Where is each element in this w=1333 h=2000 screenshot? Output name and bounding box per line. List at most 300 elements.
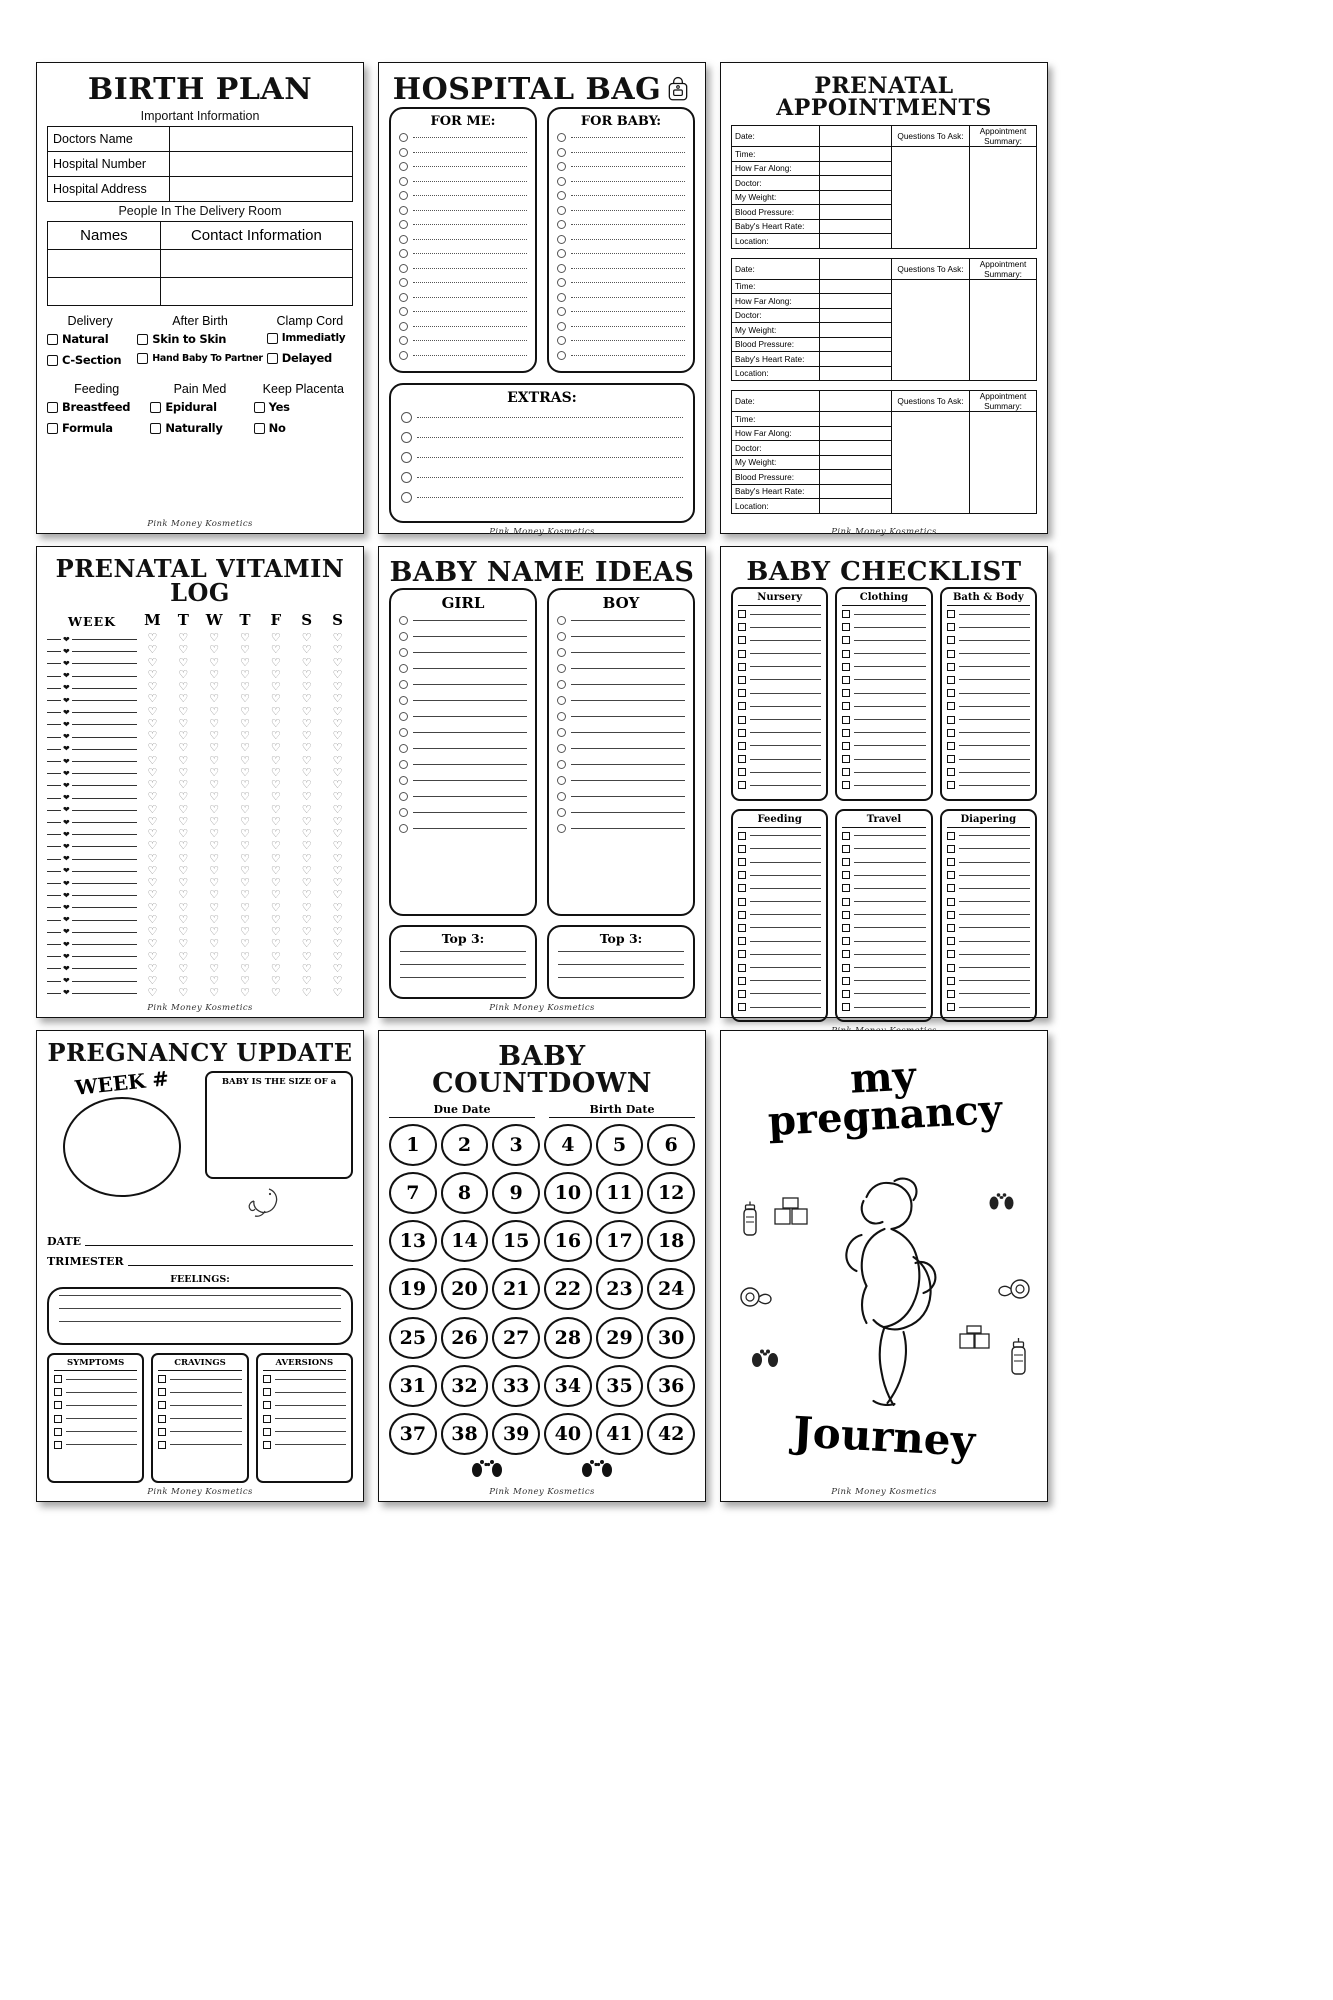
list-item[interactable]: [399, 293, 527, 302]
checkbox-box-icon[interactable]: [947, 871, 955, 879]
checklist-item[interactable]: [738, 742, 821, 750]
write-line[interactable]: [72, 968, 137, 969]
write-line[interactable]: [959, 875, 1030, 876]
heart-checkbox-icon[interactable]: ♡: [270, 987, 281, 1000]
checklist-item[interactable]: [738, 781, 821, 789]
heart-checkbox-icon[interactable]: ♡: [332, 656, 343, 669]
bullet-circle-icon[interactable]: [557, 760, 566, 769]
write-line[interactable]: [854, 901, 925, 902]
week-row[interactable]: [47, 927, 137, 938]
write-line[interactable]: [750, 993, 821, 994]
name-line[interactable]: [399, 632, 527, 641]
write-line[interactable]: [750, 772, 821, 773]
write-line[interactable]: [558, 951, 684, 952]
write-line[interactable]: [72, 822, 137, 823]
input-questions-to-ask[interactable]: [892, 147, 970, 249]
write-line[interactable]: [959, 653, 1030, 654]
checklist-item[interactable]: [842, 858, 925, 866]
heart-checkbox-icon[interactable]: ♡: [147, 815, 158, 828]
countdown-week-1[interactable]: 1: [389, 1124, 437, 1166]
countdown-week-16[interactable]: 16: [544, 1220, 592, 1262]
countdown-week-31[interactable]: 31: [389, 1365, 437, 1407]
write-line[interactable]: [571, 780, 685, 781]
write-line[interactable]: [72, 956, 137, 957]
countdown-week-32[interactable]: 32: [441, 1365, 489, 1407]
write-line[interactable]: [959, 785, 1030, 786]
heart-checkbox-icon[interactable]: ♡: [178, 693, 189, 706]
checkbox-box-icon[interactable]: [842, 898, 850, 906]
heart-checkbox-icon[interactable]: ♡: [270, 766, 281, 779]
bullet-circle-icon[interactable]: [557, 177, 566, 186]
write-line[interactable]: [959, 993, 1030, 994]
write-line[interactable]: [47, 920, 61, 921]
heart-checkbox-icon[interactable]: ♡: [240, 742, 250, 755]
bullet-circle-icon[interactable]: [399, 206, 408, 215]
name-line[interactable]: [557, 664, 685, 673]
heart-checkbox-icon[interactable]: ♡: [147, 950, 158, 963]
heart-checkbox-icon[interactable]: ♡: [178, 901, 189, 914]
write-line[interactable]: [47, 871, 61, 872]
write-line[interactable]: [558, 964, 684, 965]
bullet-circle-icon[interactable]: [399, 177, 408, 186]
bullet-circle-icon[interactable]: [401, 452, 412, 463]
heart-checkbox-icon[interactable]: ♡: [147, 656, 158, 669]
write-line[interactable]: [750, 901, 821, 902]
heart-checkbox-icon[interactable]: ♡: [209, 668, 220, 681]
checkbox-box-icon[interactable]: [947, 716, 955, 724]
write-line[interactable]: [413, 137, 527, 138]
checklist-item[interactable]: [738, 832, 821, 840]
heart-checkbox-icon[interactable]: ♡: [240, 791, 250, 804]
heart-checkbox-icon[interactable]: ♡: [178, 889, 189, 902]
heart-checkbox-icon[interactable]: ♡: [240, 815, 250, 828]
write-line[interactable]: [750, 862, 821, 863]
checklist-item[interactable]: [947, 977, 1030, 985]
heart-checkbox-icon[interactable]: ♡: [270, 975, 281, 987]
name-line[interactable]: [557, 808, 685, 817]
write-line[interactable]: [959, 901, 1030, 902]
bullet-circle-icon[interactable]: [557, 696, 566, 705]
write-line[interactable]: [413, 224, 527, 225]
write-line[interactable]: [571, 764, 685, 765]
heart-checkbox-icon[interactable]: ♡: [240, 656, 250, 669]
heart-checkbox-icon[interactable]: ♡: [147, 852, 158, 865]
heart-checkbox-icon[interactable]: ♡: [332, 766, 343, 779]
checkbox-box-icon[interactable]: [263, 1441, 271, 1449]
checklist-item[interactable]: [947, 689, 1030, 697]
checkbox-box-icon[interactable]: [47, 355, 58, 366]
write-line[interactable]: [750, 627, 821, 628]
heart-checkbox-icon[interactable]: ♡: [332, 779, 343, 791]
write-line[interactable]: [72, 761, 137, 762]
write-line[interactable]: [66, 1405, 137, 1406]
heart-checkbox-icon[interactable]: ♡: [209, 681, 220, 693]
checkbox-box-icon[interactable]: [254, 402, 265, 413]
bullet-circle-icon[interactable]: [557, 249, 566, 258]
heart-checkbox-icon[interactable]: ♡: [332, 705, 343, 718]
bullet-circle-icon[interactable]: [557, 744, 566, 753]
bullet-circle-icon[interactable]: [399, 220, 408, 229]
heart-checkbox-icon[interactable]: ♡: [270, 779, 281, 791]
heart-checkbox-icon[interactable]: ♡: [332, 632, 343, 644]
bullet-circle-icon[interactable]: [399, 664, 408, 673]
checklist-item[interactable]: [947, 610, 1030, 618]
bullet-circle-icon[interactable]: [557, 235, 566, 244]
checkbox-box-icon[interactable]: [158, 1401, 166, 1409]
bullet-circle-icon[interactable]: [399, 249, 408, 258]
heart-checkbox-icon[interactable]: ♡: [209, 877, 220, 889]
write-line[interactable]: [72, 651, 137, 652]
name-line[interactable]: [557, 728, 685, 737]
checklist-item[interactable]: [842, 977, 925, 985]
heart-checkbox-icon[interactable]: ♡: [209, 889, 220, 902]
heart-checkbox-icon[interactable]: ♡: [209, 791, 220, 804]
bullet-circle-icon[interactable]: [399, 648, 408, 657]
input-date[interactable]: [820, 258, 892, 279]
name-line[interactable]: [557, 792, 685, 801]
heart-checkbox-icon[interactable]: ♡: [240, 730, 250, 742]
heart-checkbox-icon[interactable]: ♡: [240, 987, 250, 1000]
checkbox-box-icon[interactable]: [263, 1401, 271, 1409]
countdown-week-7[interactable]: 7: [389, 1172, 437, 1214]
checkbox-box-icon[interactable]: [738, 832, 746, 840]
heart-checkbox-icon[interactable]: ♡: [240, 754, 250, 767]
bullet-circle-icon[interactable]: [399, 616, 408, 625]
heart-checkbox-icon[interactable]: ♡: [332, 889, 343, 902]
heart-checkbox-icon[interactable]: ♡: [209, 815, 220, 828]
checkbox-no[interactable]: [254, 421, 353, 435]
write-line[interactable]: [47, 761, 61, 762]
write-line[interactable]: [72, 663, 137, 664]
heart-checkbox-icon[interactable]: ♡: [270, 926, 281, 938]
checkbox-box-icon[interactable]: [738, 663, 746, 671]
bullet-circle-icon[interactable]: [399, 632, 408, 641]
week-row[interactable]: [47, 951, 137, 962]
write-line[interactable]: [413, 796, 527, 797]
week-row[interactable]: [47, 793, 137, 804]
input-date[interactable]: [820, 391, 892, 412]
heart-checkbox-icon[interactable]: ♡: [209, 828, 220, 840]
list-item[interactable]: [557, 191, 685, 200]
checklist-item[interactable]: [842, 729, 925, 737]
checkbox-box-icon[interactable]: [947, 742, 955, 750]
write-line[interactable]: [417, 497, 683, 498]
checklist-item[interactable]: [842, 898, 925, 906]
heart-checkbox-icon[interactable]: ♡: [209, 693, 220, 706]
heart-checkbox-icon[interactable]: ♡: [270, 656, 281, 669]
checklist-item[interactable]: [842, 845, 925, 853]
heart-checkbox-icon[interactable]: ♡: [209, 987, 220, 1000]
write-line[interactable]: [571, 297, 685, 298]
heart-checkbox-icon[interactable]: ♡: [240, 913, 250, 926]
write-line[interactable]: [47, 651, 61, 652]
checkbox-box-icon[interactable]: [54, 1441, 62, 1449]
heart-checkbox-icon[interactable]: ♡: [147, 779, 158, 791]
checkbox-box-icon[interactable]: [150, 423, 161, 434]
write-line[interactable]: [413, 268, 527, 269]
bullet-circle-icon[interactable]: [557, 351, 566, 360]
write-line[interactable]: [72, 688, 137, 689]
write-line[interactable]: [959, 679, 1030, 680]
checklist-item[interactable]: [947, 911, 1030, 919]
write-line[interactable]: [959, 719, 1030, 720]
heart-checkbox-icon[interactable]: ♡: [240, 828, 250, 840]
heart-checkbox-icon[interactable]: ♡: [209, 913, 220, 926]
checkbox-box-icon[interactable]: [54, 1428, 62, 1436]
heart-checkbox-icon[interactable]: ♡: [178, 913, 189, 926]
bullet-circle-icon[interactable]: [399, 808, 408, 817]
write-line[interactable]: [72, 737, 137, 738]
write-line[interactable]: [571, 716, 685, 717]
heart-checkbox-icon[interactable]: ♡: [178, 681, 189, 693]
heart-checkbox-icon[interactable]: ♡: [301, 852, 312, 865]
feelings-box[interactable]: [47, 1287, 353, 1345]
checklist-item[interactable]: [738, 937, 821, 945]
heart-checkbox-icon[interactable]: ♡: [301, 828, 312, 840]
checkbox-box-icon[interactable]: [738, 716, 746, 724]
write-line[interactable]: [959, 914, 1030, 915]
bullet-circle-icon[interactable]: [557, 293, 566, 302]
checklist-item[interactable]: [947, 716, 1030, 724]
heart-checkbox-icon[interactable]: ♡: [301, 705, 312, 718]
week-row[interactable]: [47, 878, 137, 889]
bullet-circle-icon[interactable]: [399, 293, 408, 302]
checkbox-box-icon[interactable]: [842, 884, 850, 892]
bullet-circle-icon[interactable]: [399, 336, 408, 345]
heart-checkbox-icon[interactable]: ♡: [147, 987, 158, 1000]
heart-checkbox-icon[interactable]: ♡: [301, 938, 312, 951]
heart-checkbox-icon[interactable]: ♡: [332, 693, 343, 706]
heart-checkbox-icon[interactable]: ♡: [178, 877, 189, 889]
name-line[interactable]: [557, 696, 685, 705]
countdown-week-13[interactable]: 13: [389, 1220, 437, 1262]
bullet-circle-icon[interactable]: [557, 616, 566, 625]
checkbox-box-icon[interactable]: [842, 832, 850, 840]
write-line[interactable]: [854, 679, 925, 680]
write-line[interactable]: [854, 627, 925, 628]
checkbox-box-icon[interactable]: [738, 623, 746, 631]
input-location[interactable]: [820, 499, 892, 514]
write-line[interactable]: [854, 888, 925, 889]
checkbox-box-icon[interactable]: [842, 755, 850, 763]
checkbox-box-icon[interactable]: [947, 964, 955, 972]
checklist-item[interactable]: [842, 716, 925, 724]
write-line[interactable]: [571, 239, 685, 240]
input-blood-pressure[interactable]: [820, 470, 892, 485]
name-line[interactable]: [399, 776, 527, 785]
heart-checkbox-icon[interactable]: ♡: [147, 705, 158, 718]
checklist-item[interactable]: [947, 768, 1030, 776]
checkbox-box-icon[interactable]: [158, 1415, 166, 1423]
week-row[interactable]: [47, 890, 137, 901]
countdown-week-14[interactable]: 14: [441, 1220, 489, 1262]
write-line[interactable]: [854, 653, 925, 654]
write-line[interactable]: [72, 920, 137, 921]
heart-checkbox-icon[interactable]: ♡: [301, 815, 312, 828]
write-line[interactable]: [413, 282, 527, 283]
name-line[interactable]: [399, 712, 527, 721]
heart-checkbox-icon[interactable]: ♡: [332, 644, 343, 657]
heart-checkbox-icon[interactable]: ♡: [332, 803, 343, 816]
week-row[interactable]: [47, 695, 137, 706]
heart-checkbox-icon[interactable]: ♡: [301, 668, 312, 681]
heart-checkbox-icon[interactable]: ♡: [332, 901, 343, 914]
heart-checkbox-icon[interactable]: ♡: [332, 962, 343, 975]
write-line[interactable]: [558, 977, 684, 978]
list-item[interactable]: [399, 162, 527, 171]
checklist-item[interactable]: [842, 702, 925, 710]
write-line[interactable]: [47, 712, 61, 713]
checklist-item[interactable]: [842, 924, 925, 932]
countdown-week-18[interactable]: 18: [647, 1220, 695, 1262]
write-line[interactable]: [72, 676, 137, 677]
checklist-item[interactable]: [947, 871, 1030, 879]
bullet-circle-icon[interactable]: [557, 307, 566, 316]
heart-checkbox-icon[interactable]: ♡: [332, 828, 343, 840]
heart-checkbox-icon[interactable]: ♡: [147, 766, 158, 779]
list-item[interactable]: [399, 307, 527, 316]
write-line[interactable]: [959, 706, 1030, 707]
heart-checkbox-icon[interactable]: ♡: [240, 693, 250, 706]
name-line[interactable]: [399, 792, 527, 801]
name-line[interactable]: [399, 680, 527, 689]
name-line[interactable]: [557, 648, 685, 657]
countdown-week-26[interactable]: 26: [441, 1317, 489, 1359]
heart-checkbox-icon[interactable]: ♡: [178, 828, 189, 840]
write-line[interactable]: [750, 888, 821, 889]
heart-checkbox-icon[interactable]: ♡: [240, 681, 250, 693]
countdown-week-37[interactable]: 37: [389, 1413, 437, 1455]
heart-checkbox-icon[interactable]: ♡: [147, 828, 158, 840]
checkbox-box-icon[interactable]: [263, 1415, 271, 1423]
checklist-item[interactable]: [947, 990, 1030, 998]
write-line[interactable]: [413, 253, 527, 254]
checkbox-box-icon[interactable]: [947, 977, 955, 985]
heart-checkbox-icon[interactable]: ♡: [178, 779, 189, 791]
checklist-item[interactable]: [738, 950, 821, 958]
write-line[interactable]: [854, 719, 925, 720]
week-row[interactable]: [47, 805, 137, 816]
countdown-week-4[interactable]: 4: [544, 1124, 592, 1166]
checklist-item[interactable]: [738, 898, 821, 906]
write-line[interactable]: [47, 700, 61, 701]
write-line[interactable]: [571, 748, 685, 749]
heart-checkbox-icon[interactable]: ♡: [240, 877, 250, 889]
week-row[interactable]: [47, 768, 137, 779]
write-line[interactable]: [750, 759, 821, 760]
heart-checkbox-icon[interactable]: ♡: [270, 705, 281, 718]
write-line[interactable]: [959, 640, 1030, 641]
heart-checkbox-icon[interactable]: ♡: [147, 693, 158, 706]
write-line[interactable]: [47, 932, 61, 933]
write-line[interactable]: [413, 716, 527, 717]
checklist-item[interactable]: [738, 610, 821, 618]
write-line[interactable]: [854, 666, 925, 667]
heart-checkbox-icon[interactable]: ♡: [240, 840, 250, 853]
checkbox-box-icon[interactable]: [267, 333, 278, 344]
checkbox-box-icon[interactable]: [738, 768, 746, 776]
write-line[interactable]: [854, 993, 925, 994]
write-line[interactable]: [549, 1117, 695, 1118]
checklist-item[interactable]: [738, 716, 821, 724]
checklist-item[interactable]: [738, 755, 821, 763]
checkbox-box-icon[interactable]: [54, 1375, 62, 1383]
write-line[interactable]: [47, 895, 61, 896]
write-line[interactable]: [959, 848, 1030, 849]
checklist-item[interactable]: [738, 636, 821, 644]
input-hospital-address[interactable]: [170, 177, 353, 202]
bullet-circle-icon[interactable]: [399, 322, 408, 331]
list-item[interactable]: [399, 235, 527, 244]
write-line[interactable]: [72, 895, 137, 896]
heart-checkbox-icon[interactable]: ♡: [240, 950, 250, 963]
checklist-item[interactable]: [842, 636, 925, 644]
heart-checkbox-icon[interactable]: ♡: [332, 913, 343, 926]
bullet-circle-icon[interactable]: [399, 712, 408, 721]
input-blood-pressure[interactable]: [820, 205, 892, 220]
checkbox-box-icon[interactable]: [947, 650, 955, 658]
heart-checkbox-icon[interactable]: ♡: [301, 864, 312, 877]
countdown-week-41[interactable]: 41: [596, 1413, 644, 1455]
bullet-circle-icon[interactable]: [557, 278, 566, 287]
list-item[interactable]: [399, 177, 527, 186]
heart-checkbox-icon[interactable]: ♡: [301, 766, 312, 779]
heart-checkbox-icon[interactable]: ♡: [178, 975, 189, 987]
write-line[interactable]: [400, 964, 526, 965]
heart-checkbox-icon[interactable]: ♡: [332, 938, 343, 951]
checklist-item[interactable]: [842, 832, 925, 840]
write-line[interactable]: [750, 640, 821, 641]
bullet-circle-icon[interactable]: [557, 712, 566, 721]
checkbox-box-icon[interactable]: [738, 845, 746, 853]
write-line[interactable]: [571, 152, 685, 153]
checklist-item[interactable]: [947, 755, 1030, 763]
checkbox-box-icon[interactable]: [738, 636, 746, 644]
list-item[interactable]: [557, 206, 685, 215]
write-line[interactable]: [750, 679, 821, 680]
checklist-item[interactable]: [842, 742, 925, 750]
heart-checkbox-icon[interactable]: ♡: [240, 938, 250, 951]
checkbox-box-icon[interactable]: [947, 623, 955, 631]
heart-checkbox-icon[interactable]: ♡: [209, 901, 220, 914]
week-row[interactable]: [47, 854, 137, 865]
checkbox-box-icon[interactable]: [842, 950, 850, 958]
checkbox-box-icon[interactable]: [263, 1428, 271, 1436]
list-item[interactable]: [399, 322, 527, 331]
checkbox-box-icon[interactable]: [137, 334, 148, 345]
checkbox-box-icon[interactable]: [842, 610, 850, 618]
heart-checkbox-icon[interactable]: ♡: [209, 950, 220, 963]
heart-checkbox-icon[interactable]: ♡: [301, 926, 312, 938]
write-line[interactable]: [413, 748, 527, 749]
list-item[interactable]: [557, 133, 685, 142]
heart-checkbox-icon[interactable]: ♡: [301, 975, 312, 987]
write-line[interactable]: [413, 684, 527, 685]
input-contact-2[interactable]: [160, 278, 352, 306]
heart-checkbox-icon[interactable]: ♡: [209, 938, 220, 951]
checkbox-box-icon[interactable]: [842, 636, 850, 644]
heart-checkbox-icon[interactable]: ♡: [209, 975, 220, 987]
heart-checkbox-icon[interactable]: ♡: [147, 730, 158, 742]
checklist-item[interactable]: [947, 676, 1030, 684]
write-line[interactable]: [571, 326, 685, 327]
input-time[interactable]: [820, 147, 892, 162]
heart-checkbox-icon[interactable]: ♡: [270, 962, 281, 975]
countdown-week-36[interactable]: 36: [647, 1365, 695, 1407]
write-line[interactable]: [854, 693, 925, 694]
list-item[interactable]: [401, 472, 683, 483]
write-line[interactable]: [750, 614, 821, 615]
